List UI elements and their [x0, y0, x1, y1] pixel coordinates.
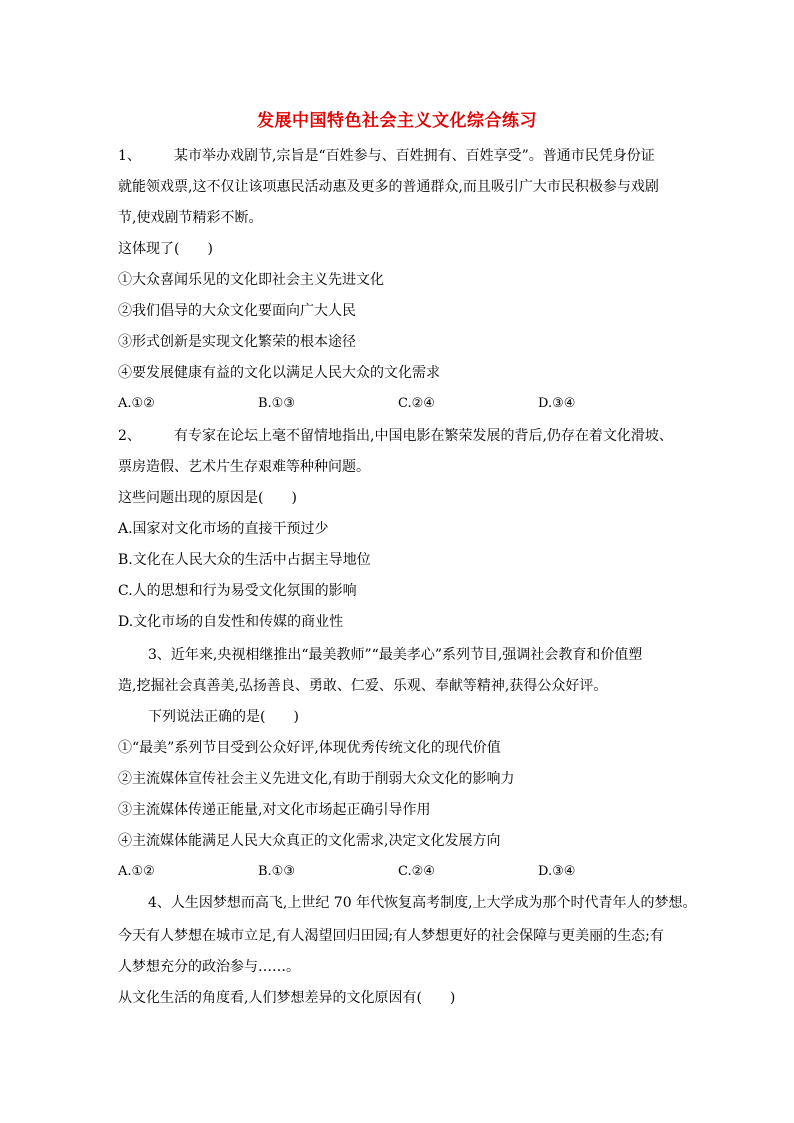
q3-stem-line-2: 造,挖掘社会真善美,弘扬善良、勇敢、仁爱、乐观、奉献等精神,获得公众好评。 [118, 678, 608, 694]
q3-choice-d: D.③④ [538, 864, 576, 879]
q1-item-4: ④要发展健康有益的文化以满足人民大众的文化需求 [118, 365, 440, 381]
q2-choice-b: B.文化在人民大众的生活中占据主导地位 [118, 552, 371, 568]
q3-item-4: ④主流媒体能满足人民大众真正的文化需求,决定文化发展方向 [118, 833, 501, 849]
q3-item-3: ③主流媒体传递正能量,对文化市场起正确引导作用 [118, 802, 431, 818]
q2-prompt: 这些问题出现的原因是( ) [118, 490, 297, 506]
q1-stem-line-3: 节,使戏剧节精彩不断。 [118, 210, 263, 226]
q4-stem-line-3: 人梦想充分的政治参与……。 [118, 959, 300, 975]
q2-number: 2、 [118, 428, 141, 444]
q1-choice-a: A.①② [118, 396, 155, 411]
q2-stem-line-1: 2、 有专家在论坛上毫不留情地指出,中国电影在繁荣发展的背后,仍存在着文化滑坡、 [118, 428, 673, 444]
q1-stem-line-1: 1、 某市举办戏剧节,宗旨是“百姓参与、百姓拥有、百姓享受”。普通市民凭身份证 [118, 148, 655, 164]
q3-choice-c: C.②④ [398, 864, 435, 879]
q1-choice-d: D.③④ [538, 396, 576, 411]
q1-item-2: ②我们倡导的大众文化要面向广大人民 [118, 303, 356, 319]
q1-item-1: ①大众喜闻乐见的文化即社会主义先进文化 [118, 272, 384, 288]
q1-stem-line-2: 就能领戏票,这不仅让该项惠民活动惠及更多的普通群众,而且吸引广大市民积极参与戏剧 [118, 179, 659, 195]
q4-stem-line-2: 今天有人梦想在城市立足,有人渴望回归田园;有人梦想更好的社会保障与更美丽的生态;有 [118, 928, 664, 944]
q2-stem-line-2: 票房造假、艺术片生存艰难等种种问题。 [118, 459, 370, 475]
q2-choice-c: C.人的思想和行为易受文化氛围的影响 [118, 583, 357, 599]
q1-choice-b: B.①③ [258, 396, 295, 411]
q3-prompt: 下列说法正确的是( ) [148, 709, 299, 725]
q3-item-1: ①“最美”系列节目受到公众好评,体现优秀传统文化的现代价值 [118, 740, 501, 756]
q1-item-3: ③形式创新是实现文化繁荣的根本途径 [118, 334, 356, 350]
q3-stem-line-1: 3、近年来,央视相继推出“最美教师”“最美孝心”系列节目,强调社会教育和价值塑 [148, 647, 643, 663]
q3-choice-a: A.①② [118, 864, 155, 879]
q2-choice-a: A.国家对文化市场的直接干预过少 [118, 521, 329, 537]
q2-choice-d: D.文化市场的自发性和传媒的商业性 [118, 614, 344, 630]
q3-choice-b: B.①③ [258, 864, 295, 879]
page-title: 发展中国特色社会主义文化综合练习 [257, 111, 537, 131]
q4-prompt: 从文化生活的角度看,人们梦想差异的文化原因有( ) [118, 990, 456, 1006]
q3-item-2: ②主流媒体宣传社会主义先进文化,有助于削弱大众文化的影响力 [118, 771, 515, 787]
q1-prompt: 这体现了( ) [118, 241, 213, 257]
q1-choice-c: C.②④ [398, 396, 435, 411]
q1-number: 1、 [118, 148, 141, 164]
q4-stem-line-1: 4、人生因梦想而高飞,上世纪 70 年代恢复高考制度,上大学成为那个时代青年人的梦想。 [148, 895, 697, 911]
